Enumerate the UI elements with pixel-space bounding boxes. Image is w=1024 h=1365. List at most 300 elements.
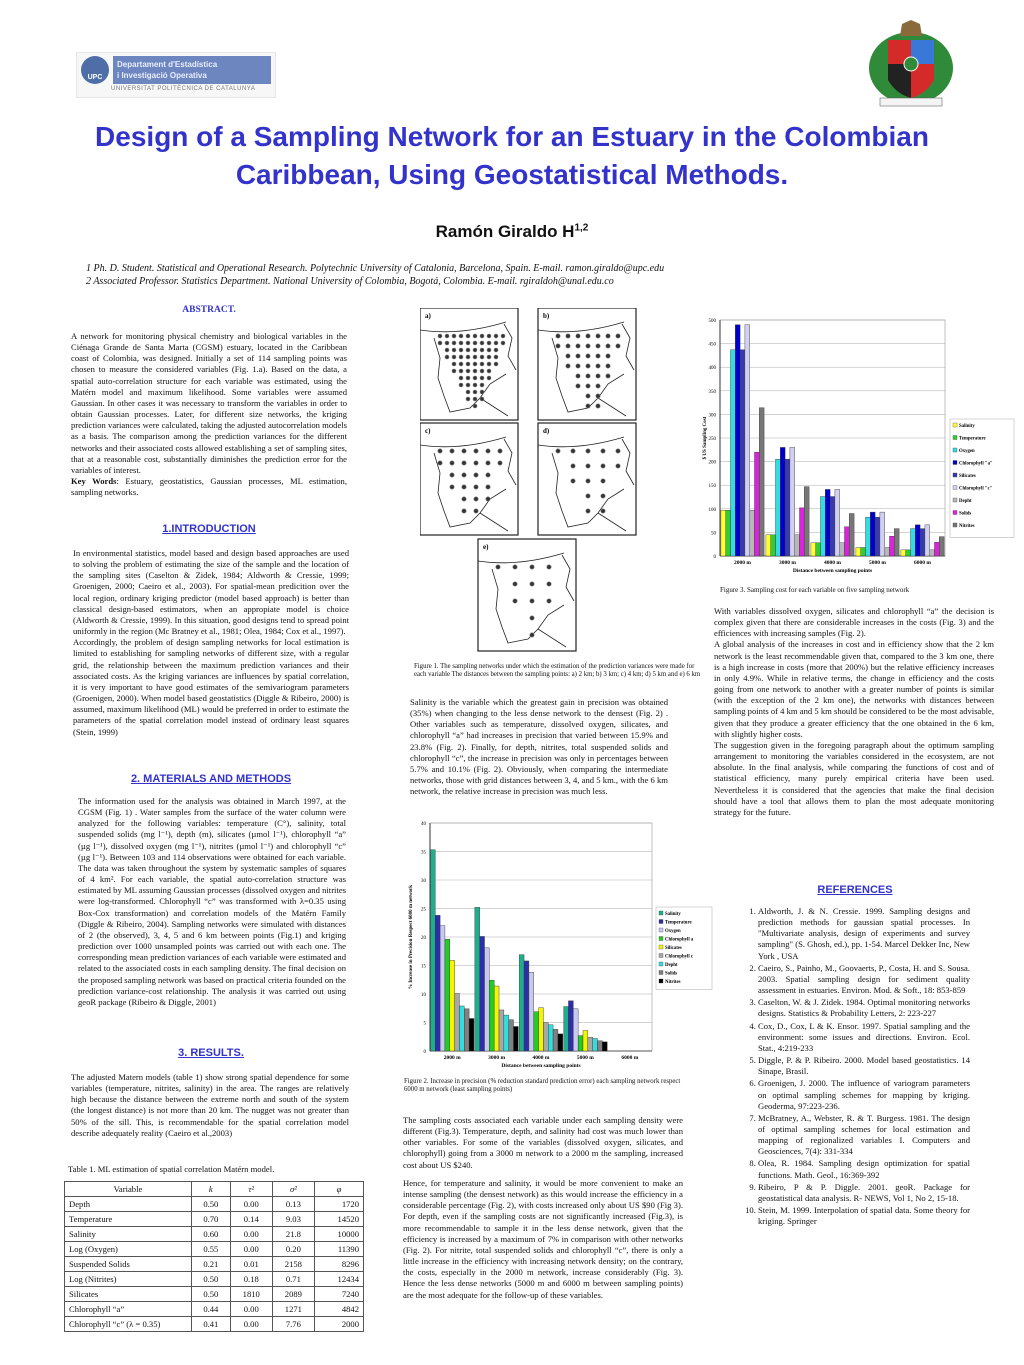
y-tick-label: 30 xyxy=(421,879,426,884)
bar-chlorophyll-c xyxy=(543,1023,548,1052)
sampling-point xyxy=(473,376,477,380)
bar-salinity xyxy=(475,907,480,1051)
sampling-point xyxy=(450,473,454,477)
sampling-point xyxy=(530,616,534,620)
cell-phi: 14520 xyxy=(314,1212,363,1227)
bar-silicates xyxy=(583,1030,588,1051)
table-row xyxy=(65,1227,364,1242)
cell-sigma2: 0.13 xyxy=(272,1197,314,1212)
x-tick-label: 2000 m xyxy=(443,1055,461,1061)
bar-salinity xyxy=(856,548,861,556)
cell-tau2: 0.14 xyxy=(230,1212,272,1227)
cell-sigma2: 0.20 xyxy=(272,1242,314,1257)
legend-swatch xyxy=(659,928,663,932)
sampling-point xyxy=(530,582,534,586)
bar-chlorophyll-c- xyxy=(790,447,795,556)
cell-variable: Log (Nitrites) xyxy=(65,1272,192,1287)
cell-variable: Depth xyxy=(65,1197,192,1212)
sampling-point xyxy=(487,376,491,380)
sampling-point xyxy=(576,384,580,388)
sampling-point xyxy=(459,334,463,338)
sampling-point xyxy=(566,344,570,348)
bar-silicates xyxy=(875,517,880,556)
sampling-point xyxy=(452,334,456,338)
sampling-point xyxy=(556,344,560,348)
cell-sigma2: 2089 xyxy=(272,1287,314,1302)
bar-salinity xyxy=(811,543,816,556)
sampling-point xyxy=(586,449,590,453)
abstract-heading: ABSTRACT. xyxy=(182,305,236,315)
sampling-point xyxy=(459,362,463,366)
bar-nitrites xyxy=(939,537,944,556)
bar-salinity xyxy=(766,535,771,556)
sampling-point xyxy=(566,354,570,358)
bar-salinity xyxy=(721,510,726,556)
sampling-point xyxy=(462,473,466,477)
y-tick-label: 100 xyxy=(708,507,716,513)
bar-oxygen xyxy=(821,497,826,556)
reference-item: 7. McBratney, A., Webster, R. & T. Burgess. 1981. The design of optimal sampling schemes for local estimation and mapping of regionalized variables I. Computers and Geosciences, 7(4): 331-334 xyxy=(758,1113,970,1158)
affiliations xyxy=(86,262,846,288)
bar-oxygen xyxy=(866,517,871,556)
y-tick-label: 150 xyxy=(708,484,716,490)
sampling-point xyxy=(459,369,463,373)
y-tick-label: 300 xyxy=(708,413,716,419)
sampling-point xyxy=(586,479,590,483)
bar-salinity xyxy=(430,850,435,1051)
introduction-text: In environmental statistics, model based and design based approaches are used to solving the problem of estimating the size of the sample and the location of the sampling sites (Caselton & Zidek, 1984; Aldworth & Cressie, 1999; Groenigen, 2000; Caeiro et al., 2003). For spatial-mean predicition over the local region, ordinary kriging predictor (model based approach) is better than classical design-based estimators, when an appropiate model is choice (Aldworth & Cressie, 1999). In this situation, good designs tend to spread point uniformly in the region (Mc Bratney et al., 1981; Olea, 1984; Cox et al., 1997). Accordingly, the problem of design sampling networks for local estimation is limited to establishing for sampling networks of different size, with a regular grid, the relationship between the maximum prediction variances and their associated costs. As the kriging variances are influences by spatial correlation, it is very important to have good estimates of the semivariogram parameters (Groenigen, 2000). When model based geostatistics (Diggle & Ribeiro, 2000) is assumed, maximum likelihood (ML) would be preferred in order to estimate the parameters of the spatial correlation model instead of ordinary least squares (Stein, 1999) xyxy=(73,548,349,737)
sampling-point xyxy=(438,449,442,453)
bar-chlorophyll-a- xyxy=(825,489,830,556)
bar-oxygen xyxy=(573,1009,578,1051)
sampling-point xyxy=(596,344,600,348)
bar-depht xyxy=(504,1015,509,1051)
sampling-point xyxy=(566,334,570,338)
bar-solids xyxy=(509,1020,514,1051)
cell-tau2: 1810 xyxy=(230,1287,272,1302)
right-paragraph-1: With variables dissolved oxygen, silicates and chlorophyll “a” the decision is complex given that there are considerable increases in the costs (Fig. 3) and the efficiences with increasing samples (Fig. 2). xyxy=(714,606,994,639)
y-tick-label: 400 xyxy=(708,366,716,372)
introduction-heading: 1.INTRODUCTION xyxy=(162,523,256,535)
bar-oxygen xyxy=(485,948,490,1051)
sampling-point xyxy=(547,565,551,569)
table-header-row xyxy=(65,1182,364,1197)
map-panel xyxy=(420,308,518,420)
bar-chlorophyll-a xyxy=(578,1036,583,1051)
cell-tau2: 0.00 xyxy=(230,1227,272,1242)
map-panel xyxy=(538,423,636,535)
sampling-point xyxy=(496,565,500,569)
sampling-point xyxy=(480,369,484,373)
bar-oxygen xyxy=(440,926,445,1051)
sampling-point xyxy=(450,449,454,453)
sampling-point xyxy=(513,582,517,586)
table-row xyxy=(65,1257,364,1272)
y-tick-label: 15 xyxy=(421,964,426,970)
legend-label: Salinity xyxy=(959,424,975,429)
sampling-point xyxy=(601,464,605,468)
y-tick-label: 350 xyxy=(708,389,716,395)
sampling-point xyxy=(556,334,560,338)
bar-silicates xyxy=(785,459,790,556)
sampling-point xyxy=(571,479,575,483)
sampling-point xyxy=(480,355,484,359)
y-tick-label: 250 xyxy=(708,437,716,442)
sampling-point xyxy=(501,334,505,338)
bar-chlorophyll-c xyxy=(588,1037,593,1051)
y-tick-label: 0 xyxy=(423,1050,426,1055)
cell-variable: Temperature xyxy=(65,1212,192,1227)
sampling-point xyxy=(466,369,470,373)
methods-text: The information used for the analysis was obtained in March 1997, at the CGSM (Fig. 1) . Water samples from the surface of the water column were analyzed for the following variables: temperature (C°), salinity, total suspended solids (mg l⁻¹), depth (m), silicates (µmol l⁻¹), chlorophyll “a” (µg l⁻¹), dissolved oxygen (mg l⁻¹), nitrites (µmol l⁻¹) and chlorophyll “c” (µg l⁻¹). Between 103 and 114 observations were obtained for each variable. The data was taken throughout the system by systematic samples of squares of 4 km². For each variable, the spatial auto-correlation structure was estimated by ML assuming Gaussian processes (dissolved oxygen and nitrites were log-transformed. Chlorophyll “c” was transformed with λ=0.35 using Box-Cox transformation) and correlation models of the Matérn Family (Diggle & Ribeiro, 2004). Sampling networks were simulated with distances of 2 (the observed), 3, 4, 5 and 6 km between points (Fig.1) and kriging prediction over 1000 unsampled points was carried out with each one. The corresponding mean prediction variances of each variable were estimated and related to the associated costs in each sampling density. The final decision on the proposed sampling network was based on practical criteria founded on the prediction variance-cost relationship. The analysis it was carried out using geoR package (Ribeiro & Diggle, 2001) xyxy=(78,796,346,1007)
bar-solids xyxy=(597,1041,602,1051)
bar-temperature xyxy=(906,550,911,556)
bar-chlorophyll-a- xyxy=(870,512,875,556)
sampling-point xyxy=(596,364,600,368)
sampling-point xyxy=(450,485,454,489)
reference-item: 6. Groenigen, J. 2000. The influence of variogram parameters on optimal sampling schemes for mapping by kriging. Geoderma, 97:223-236. xyxy=(758,1078,970,1111)
reference-item: 8. Olea, R. 1984. Sampling design optimization for spatial functions. Math. Geol., 16:369-392 xyxy=(758,1158,970,1180)
sampling-point xyxy=(616,464,620,468)
sampling-point xyxy=(466,397,470,401)
sampling-point xyxy=(576,334,580,338)
cell-k: 0.44 xyxy=(192,1302,231,1317)
legend-swatch xyxy=(659,971,663,975)
upc-badge: UPC xyxy=(81,56,109,84)
sampling-point xyxy=(487,334,491,338)
bar-salinity xyxy=(564,1007,569,1051)
bar-chlorophyll-a xyxy=(445,939,450,1051)
sampling-point xyxy=(480,383,484,387)
sampling-point xyxy=(513,599,517,603)
table-row xyxy=(65,1317,364,1332)
x-tick-label: 3000 m xyxy=(779,560,796,566)
cell-phi: 4842 xyxy=(314,1302,363,1317)
legend-swatch xyxy=(659,954,663,958)
legend-swatch xyxy=(659,911,663,915)
sampling-point xyxy=(480,348,484,352)
bar-solids xyxy=(845,527,850,556)
sampling-point xyxy=(473,334,477,338)
methods-heading: 2. MATERIALS AND METHODS xyxy=(130,773,292,785)
figure1-sampling-networks xyxy=(420,308,640,658)
sampling-point xyxy=(473,383,477,387)
cell-k: 0.50 xyxy=(192,1197,231,1212)
sampling-point xyxy=(480,397,484,401)
y-axis-label: $ US Sampling Cost xyxy=(703,416,708,460)
legend-swatch xyxy=(953,436,957,440)
bar-oxygen xyxy=(911,529,916,556)
legend-label: Silicates xyxy=(959,474,976,479)
sampling-point xyxy=(596,394,600,398)
map-panel xyxy=(478,539,576,651)
panel-label: c) xyxy=(425,427,431,435)
sampling-point xyxy=(547,582,551,586)
bar-salinity xyxy=(519,955,524,1051)
sampling-point xyxy=(462,461,466,465)
cell-sigma2: 1271 xyxy=(272,1302,314,1317)
sampling-point xyxy=(462,485,466,489)
legend-swatch xyxy=(659,962,663,966)
bar-silicates xyxy=(740,350,745,556)
sampling-point xyxy=(462,449,466,453)
legend-label: Oxygen xyxy=(665,929,681,934)
map-panel xyxy=(538,308,636,420)
table-row xyxy=(65,1197,364,1212)
bar-temperature xyxy=(568,1001,573,1051)
sampling-point xyxy=(474,509,478,513)
cell-sigma2: 0.71 xyxy=(272,1272,314,1287)
cell-phi: 8296 xyxy=(314,1257,363,1272)
legend-label: Solids xyxy=(665,971,678,977)
sampling-point xyxy=(601,509,605,513)
sampling-point xyxy=(474,449,478,453)
sampling-point xyxy=(576,354,580,358)
abstract-section xyxy=(71,305,347,498)
sampling-point xyxy=(486,461,490,465)
bar-chlorophyll-c xyxy=(499,1010,504,1051)
matern-table xyxy=(64,1181,364,1332)
legend xyxy=(656,907,712,990)
sampling-point xyxy=(486,473,490,477)
keywords: Key Words: Estuary, geostatistics, Gaussian processes, ML estimation, sampling networks. xyxy=(71,476,347,498)
right-paragraph-3: The suggestion given in the foregoing paragraph about the optimum sampling arrangement to monitoring the variables considered in the ecosystem, are not absolute. In the final analysis, while comparing the functions of cost and of statistical efficiency, many purely empirical criteria have been used. Nevertheless it is considered that the agencies that make the final decision should have a tool that allows them to plan the most adequate monitoring strategy for the future. xyxy=(714,739,994,817)
sampling-point xyxy=(466,355,470,359)
x-tick-label: 6000 m xyxy=(914,560,931,566)
legend-label: Temperature xyxy=(665,920,692,926)
bar-chlorophyll-c- xyxy=(745,325,750,556)
sampling-point xyxy=(487,355,491,359)
bar-nitrites xyxy=(558,1034,563,1051)
sampling-point xyxy=(586,404,590,408)
legend-label: Silicates xyxy=(665,946,682,951)
bar-oxygen xyxy=(731,350,736,556)
sampling-point xyxy=(473,362,477,366)
table-row xyxy=(65,1302,364,1317)
right-text xyxy=(714,606,994,818)
bar-chlorophyll-c- xyxy=(835,489,840,556)
cell-phi: 7240 xyxy=(314,1287,363,1302)
panel-label: b) xyxy=(543,312,550,320)
sampling-point xyxy=(571,464,575,468)
x-tick-label: 5000 m xyxy=(869,560,886,566)
sampling-point xyxy=(501,341,505,345)
legend-swatch xyxy=(659,979,663,983)
bar-silicates xyxy=(830,497,835,556)
right-paragraph-2: A global analysis of the increases in cost and in efficiency show that the 2 km network is the least recommendable given that, compared to the 3 km one, there is a high increase in costs (more that 200%) but the relative efficiency increases in only 4.9%. While in relative terms, the change in efficiency and the costs going from one network to another with a greater number of points is similar (with the exception of the 2 km one), the networks with distances between sampling points of 4 km and 5 km should be considered to be the most advisable, given that they produce a greater efficiency that the one obtained in the 6 km, with slightly higher costs. xyxy=(714,639,994,739)
bar-depht xyxy=(840,543,845,556)
sampling-point xyxy=(473,390,477,394)
reference-item: 4. Cox, D., Cox, L & K. Ensor. 1997. Spatial sampling and the environment: some issues and directions. Environ. Ecol. Stat., 4:219-233 xyxy=(758,1021,970,1054)
col-tau2: τ² xyxy=(230,1182,272,1197)
bar-nitrites xyxy=(602,1042,607,1051)
sampling-point xyxy=(466,362,470,366)
y-tick-label: 25 xyxy=(421,907,426,913)
sampling-point xyxy=(576,364,580,368)
sampling-point xyxy=(530,599,534,603)
reference-item: 1. Aldworth, J. & N. Cressie. 1999. Sampling designs and prediction methods for gaussian spatial processes. In "Multivariate analysis, design of experiments and survey sampling" (S. Ghosh, ed.), pp. 1-54. Marcel Dekker Inc, New York , USA xyxy=(758,906,970,962)
reference-item: 5. Diggle, P. & P. Ribeiro. 2000. Model based geostatistics. 14 Sinape, Brasil. xyxy=(758,1055,970,1077)
sampling-point xyxy=(596,354,600,358)
legend-swatch xyxy=(953,511,957,515)
bar-solids xyxy=(464,1009,469,1051)
references-list xyxy=(734,906,970,1228)
sampling-point xyxy=(530,633,534,637)
sampling-point xyxy=(474,461,478,465)
y-tick-label: 200 xyxy=(708,460,716,466)
legend-swatch xyxy=(659,945,663,949)
x-axis-label: Distance between sampling points xyxy=(501,1063,581,1069)
cell-tau2: 0.00 xyxy=(230,1197,272,1212)
sampling-point xyxy=(473,341,477,345)
bar-solids xyxy=(553,1029,558,1051)
sampling-point xyxy=(547,599,551,603)
cell-phi: 11390 xyxy=(314,1242,363,1257)
bar-silicates xyxy=(920,529,925,556)
table-row xyxy=(65,1212,364,1227)
sampling-point xyxy=(494,334,498,338)
figure2-precision-chart xyxy=(404,815,716,1077)
sampling-point xyxy=(474,485,478,489)
cell-phi: 12434 xyxy=(314,1272,363,1287)
sampling-point xyxy=(586,394,590,398)
sampling-point xyxy=(494,341,498,345)
sampling-point xyxy=(466,383,470,387)
sampling-point xyxy=(513,565,517,569)
cell-k: 0.50 xyxy=(192,1287,231,1302)
cell-tau2: 0.00 xyxy=(230,1302,272,1317)
bar-temperature xyxy=(771,535,776,556)
sampling-point xyxy=(487,369,491,373)
university-name: UNIVERSITAT POLITÈCNICA DE CATALUNYA xyxy=(111,86,256,92)
legend-label: Depht xyxy=(959,499,972,504)
legend-swatch xyxy=(953,461,957,465)
bar-oxygen xyxy=(776,459,781,556)
bar-depht xyxy=(795,535,800,556)
bar-nitrites xyxy=(759,408,764,556)
bar-temperature xyxy=(524,961,529,1051)
x-tick-label: 2000 m xyxy=(734,560,751,566)
bar-chlorophyll-a- xyxy=(915,525,920,556)
cell-k: 0.41 xyxy=(192,1317,231,1332)
sampling-point xyxy=(474,497,478,501)
cell-tau2: 0.00 xyxy=(230,1317,272,1332)
bar-temperature xyxy=(726,510,731,556)
panel-label: e) xyxy=(483,543,489,551)
bar-chlorophyll-a- xyxy=(735,325,740,556)
bar-solids xyxy=(935,542,940,556)
bar-depht xyxy=(750,510,755,556)
cell-tau2: 0.00 xyxy=(230,1242,272,1257)
sampling-point xyxy=(466,341,470,345)
sampling-point xyxy=(474,473,478,477)
sampling-point xyxy=(616,334,620,338)
bar-silicates xyxy=(450,960,455,1051)
sampling-point xyxy=(445,355,449,359)
legend-label: Salinity xyxy=(665,912,681,917)
reference-item: 3. Caselton, W. & J. Zidek. 1984. Optimal monitoring networks designs. Statistics & Probability Letters, 2: 223-227 xyxy=(758,997,970,1019)
sampling-point xyxy=(438,461,442,465)
legend-swatch xyxy=(659,937,663,941)
sampling-point xyxy=(486,449,490,453)
sampling-point xyxy=(486,497,490,501)
cell-phi: 1720 xyxy=(314,1197,363,1212)
sampling-point xyxy=(450,461,454,465)
cell-variable: Salinity xyxy=(65,1227,192,1242)
sampling-point xyxy=(566,364,570,368)
figure2-caption: Figure 2. Increase in precision (% reduction standard prediction error) each sampling network respect 6000 m network (least sampling points) xyxy=(404,1078,681,1094)
bar-chlorophyll-a xyxy=(489,980,494,1051)
sampling-point xyxy=(616,449,620,453)
middle-paragraph-3: Hence, for temperature and salinity, it would be more convenient to make an intense sampling (the densest network) as this would increase the efficiency in a considerable percentage (Fig. 2), with costs increased only about US $90 (Fig 3). For depth, even if the sampling costs are not significantly increased (Fig.3), is more recommendable to sample it in the less dense network, given that the efficiency is increased by a maximum of 7% in comparison with other networks (Fig. 2). For nitrite, total suspended solids and chlorophyll “c”, there is only a little increase in the efficiency with increasing network density; on the contrary, the costs, especially in the 2000 m network, increase considerably (Fig. 3). Hence the less dense networks (5000 m and 6000 m between sampling points) are the most adequate for the follow-up of these variables. xyxy=(403,1178,683,1300)
cell-variable: Chlorophyll “a” xyxy=(65,1302,192,1317)
sampling-point xyxy=(438,334,442,338)
sampling-point xyxy=(459,355,463,359)
legend-label: Chlorophyll c xyxy=(665,954,694,960)
legend-label: Nitrites xyxy=(665,980,681,985)
y-tick-label: 35 xyxy=(421,850,426,856)
sampling-point xyxy=(480,390,484,394)
sampling-point xyxy=(586,334,590,338)
col-phi: φ xyxy=(314,1182,363,1197)
sampling-point xyxy=(606,354,610,358)
bar-chlorophyll-c- xyxy=(925,525,930,556)
cell-k: 0.50 xyxy=(192,1272,231,1287)
sampling-point xyxy=(466,376,470,380)
sampling-point xyxy=(601,479,605,483)
sampling-point xyxy=(494,362,498,366)
cell-k: 0.60 xyxy=(192,1227,231,1242)
sampling-point xyxy=(586,364,590,368)
results-heading: 3. RESULTS. xyxy=(178,1047,244,1059)
cell-tau2: 0.18 xyxy=(230,1272,272,1287)
cell-sigma2: 9.03 xyxy=(272,1212,314,1227)
y-tick-label: 500 xyxy=(708,319,716,324)
panel-label: a) xyxy=(425,312,431,320)
sampling-point xyxy=(452,341,456,345)
cell-k: 0.21 xyxy=(192,1257,231,1272)
bar-nitrites xyxy=(894,529,899,556)
results-text: The adjusted Matern models (table 1) show strong spatial dependence for some variables (temperature, nitrites, salinity) in the area. The ranges are relatively high because the distance between the extreme north and south of the system (the longest distance) is not more than 20 km. The nugget was not greater than 50% of the sill. This, is recommendable for the spatial correlation model describe adequately reality (Caeiro et al.,2003) xyxy=(71,1072,349,1138)
sampling-point xyxy=(480,362,484,366)
legend-swatch xyxy=(953,473,957,477)
bar-depht xyxy=(593,1038,598,1051)
sampling-point xyxy=(596,404,600,408)
legend-label: Chlorophyll "c" xyxy=(959,486,993,492)
sampling-point xyxy=(601,449,605,453)
bar-temperature xyxy=(861,548,866,556)
x-tick-label: 4000 m xyxy=(824,560,841,566)
bar-solids xyxy=(890,536,895,556)
cell-phi: 10000 xyxy=(314,1227,363,1242)
col-k: k xyxy=(192,1182,231,1197)
sampling-point xyxy=(487,362,491,366)
bar-nitrites xyxy=(849,514,854,556)
cell-variable: Chlorophyll “c” (λ = 0.35) xyxy=(65,1317,192,1332)
panel-label: d) xyxy=(543,427,550,435)
sampling-point xyxy=(438,341,442,345)
sampling-point xyxy=(586,344,590,348)
x-tick-label: 4000 m xyxy=(532,1055,550,1061)
sampling-point xyxy=(459,341,463,345)
sampling-point xyxy=(452,369,456,373)
x-tick-label: 5000 m xyxy=(576,1055,594,1061)
sampling-point xyxy=(487,348,491,352)
y-tick-label: 450 xyxy=(708,342,716,348)
x-tick-label: 3000 m xyxy=(488,1055,506,1061)
cell-phi: 2000 xyxy=(314,1317,363,1332)
map-panel xyxy=(420,423,518,535)
